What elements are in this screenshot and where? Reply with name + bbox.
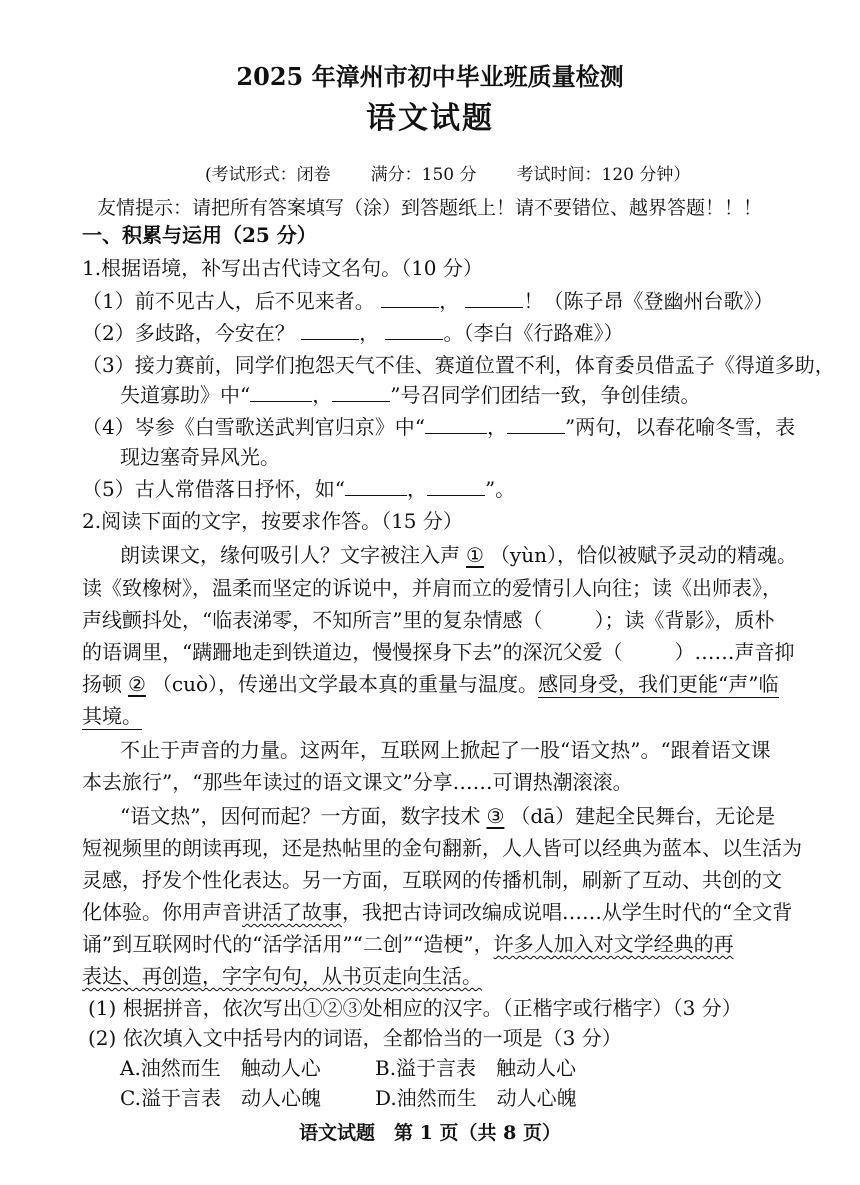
- answer-blank[interactable]: [465, 289, 523, 308]
- passage-line: 朗读课文，缘何吸引人？文字被注入声 ① （yùn），恰似被赋予灵动的精魂。: [120, 543, 797, 567]
- mark-3: ③: [486, 804, 505, 828]
- mark-1: ①: [466, 543, 484, 567]
- q1-item3-line1: （3）接力赛前，同学们抱怨天气不佳、赛道位置不利，体育委员借孟子《得道多助，: [82, 353, 835, 377]
- q2-stem: 2.阅读下面的文字，按要求作答。（15 分）: [82, 509, 463, 533]
- option-d[interactable]: D.油然而生 动人心魄: [375, 1086, 577, 1110]
- passage-line: 灵感，抒发个性化表达。另一方面，互联网的传播机制，刷新了互动、共创的文: [82, 868, 782, 892]
- q1-item3-line2: 失道寡助》中“ ， ”号召同学们团结一致，争创佳绩。: [120, 383, 701, 407]
- q1-item4-line1: （4）岑参《白雪歌送武判官归京》中“ ， ”两句，以春花喻冬雪，表: [82, 415, 796, 439]
- passage-line: 声线颤抖处，“临表涕零，不知所言”里的复杂情感（ ）；读《背影》，质朴: [82, 608, 775, 632]
- subquestion-1: (1) 根据拼音，依次写出①②③处相应的汉字。（正楷字或行楷字）（3 分）: [88, 996, 742, 1020]
- exam-info: [205, 162, 690, 188]
- passage-line: 化体验。你用声音讲活了故事，我把古诗词改编成说唱……从学生时代的“全文背: [82, 900, 793, 924]
- answer-blank[interactable]: [385, 321, 443, 340]
- passage-line: [82, 963, 482, 989]
- exam-time: 考试时间：120 分钟）: [516, 165, 691, 185]
- answer-blank[interactable]: [425, 415, 487, 434]
- wavy-underlined-phrase: 讲活了故事: [242, 900, 342, 924]
- q1-item2: （2）多歧路，今安在？ ， 。（李白《行路难》）: [82, 321, 624, 345]
- passage-line: 短视频里的朗读再现，还是热帖里的金句翻新，人人皆可以经典为蓝本、以生活为: [82, 836, 802, 860]
- passage-line: 扬顿 ② （cuò），传递出文学最本真的重量与温度。感同身受，我们更能“声”临: [82, 672, 779, 696]
- underlined-sentence: 感同身受，我们更能“声”临: [538, 672, 779, 696]
- underlined-sentence: 其境。: [82, 704, 142, 728]
- full-score: 满分：150 分: [370, 165, 477, 185]
- section-heading: 一、积累与运用（25 分）: [82, 223, 317, 247]
- answer-blank[interactable]: [381, 289, 439, 308]
- answer-blank[interactable]: [507, 415, 565, 434]
- wavy-underlined-sentence: 表达、再创造，字字句句，从书页走向生活。: [82, 964, 482, 988]
- passage-line: 不止于声音的力量。这两年，互联网上掀起了一股“语文热”。“跟着语文课: [120, 738, 771, 762]
- passage-line: 读《致橡树》，温柔而坚定的诉说中，并肩而立的爱情引人向往；读《出师表》，: [82, 576, 782, 600]
- mark-2: ②: [128, 672, 146, 696]
- exam-title: 2025 年漳州市初中毕业班质量检测: [236, 62, 624, 91]
- passage-line: 的语调里，“蹒跚地走到铁道边，慢慢探身下去”的深沉父爱（ ）……声音抑: [82, 640, 795, 664]
- answer-blank[interactable]: [427, 477, 485, 496]
- answer-blank[interactable]: [345, 477, 407, 496]
- subject-title: 语文试题: [366, 101, 494, 136]
- wavy-underlined-sentence: 许多人加入对文学经典的再: [493, 932, 734, 956]
- answer-blank[interactable]: [250, 383, 312, 402]
- passage-line: 诵”到互联网时代的“活学活用”“二创”“造梗”，许多人加入对文学经典的再: [82, 932, 734, 956]
- q1-item1: （1）前不见古人，后不见来者。 ， ！（陈子昂《登幽州台歌》）: [82, 289, 774, 313]
- passage-line: “语文热”，因何而起？一方面，数字技术 ③ （dā）建起全民舞台，无论是: [120, 804, 776, 828]
- option-c[interactable]: C.溢于言表 动人心魄: [120, 1086, 321, 1110]
- q1-item5: （5）古人常借落日抒怀，如“ ， ”。: [82, 477, 516, 501]
- q1-item4-line2: 现边塞奇异风光。: [120, 445, 280, 469]
- page-footer: 语文试题 第 1 页（共 8 页）: [299, 1122, 561, 1144]
- q1-stem: 1.根据语境，补写出古代诗文名句。（10 分）: [82, 256, 483, 280]
- passage-line: [82, 703, 142, 729]
- option-b[interactable]: B.溢于言表 触动人心: [375, 1056, 577, 1080]
- option-a[interactable]: A.油然而生 触动人心: [120, 1056, 321, 1080]
- exam-form: (考试形式：闭卷: [205, 165, 331, 185]
- notice: 友情提示：请把所有答案填写（涂）到答题纸上！请不要错位、越界答题！！！: [97, 197, 763, 219]
- answer-blank[interactable]: [332, 383, 390, 402]
- subquestion-2: (2) 依次填入文中括号内的词语，全都恰当的一项是（3 分）: [88, 1026, 622, 1050]
- passage-line: 本去旅行”，“那些年读过的语文课文”分享……可谓热潮滚滚。: [82, 770, 633, 794]
- answer-blank[interactable]: [301, 321, 359, 340]
